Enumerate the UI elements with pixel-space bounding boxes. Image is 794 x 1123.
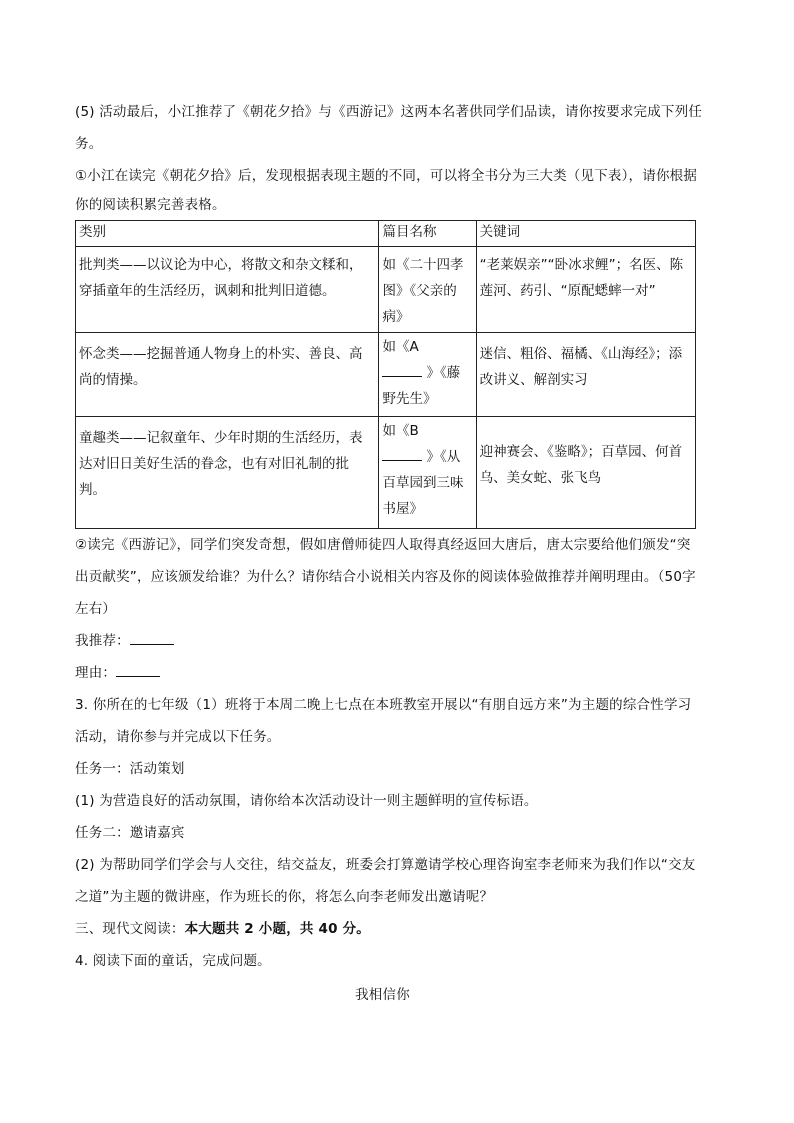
task1-heading: 任务一：活动策划 (75, 761, 185, 777)
row-keywords: “老莱娱亲”“卧冰求鲤”；名医、陈莲河、药引、“原配蟋蟀一对” (476, 247, 695, 333)
row-titles-text: 如《二十四孝图》《父亲的病》 (382, 257, 464, 325)
story-title: 我相信你 (355, 987, 410, 1003)
reason-blank[interactable] (116, 662, 160, 677)
q5-sub1-line1: ①小江在读完《朝花夕拾》后，发现根据表现主题的不同，可以将全书分为三大类（见下表），请你根据 (75, 168, 698, 184)
q5-2-line2: 出贡献奖”，应该颁发给谁？为什么？请你结合小说相关内容及你的阅读体验做推荐并阐明理由。（50字 (75, 569, 696, 585)
q5-2-line3: 左右） (75, 601, 117, 617)
row-titles-after: 》《藤野先生》 (382, 365, 461, 407)
row-category: 批判类——以议论为中心，将散文和杂文糅和，穿插童年的生活经历，讽刺和批判旧道德。 (76, 247, 379, 333)
row-titles-before: 如《B (382, 423, 419, 439)
table-header-row (76, 221, 696, 247)
exam-page (75, 96, 720, 1011)
table-row (76, 247, 696, 333)
answer-blank-a[interactable] (382, 362, 422, 377)
table-header-titles: 篇目名称 (379, 221, 476, 247)
row-titles (379, 417, 476, 529)
q5-intro-line2: 务。 (75, 136, 103, 152)
q4-line: 4. 阅读下面的童话，完成问题。 (75, 953, 271, 969)
task2-question-line1: (2) 为帮助同学们学会与人交往，结交益友，班委会打算邀请学校心理咨询室李老师来为我们作以“交友 (75, 857, 696, 873)
row-titles (379, 247, 476, 333)
task1-question: (1) 为营造良好的活动氛围，请你给本次活动设计一则主题鲜明的宣传标语。 (75, 793, 538, 809)
q3-line1: 3. 你所在的七年级（1）班将于本周二晚上七点在本班教室开展以“有朋自远方来”为主题的综合性学习 (75, 697, 692, 713)
section3-prefix: 三、现代文阅读： (75, 921, 185, 937)
recommend-line (75, 625, 720, 657)
section3-heading (75, 913, 720, 945)
task2-heading: 任务二：邀请嘉宾 (75, 825, 185, 841)
row-keywords: 迎神赛会、《鉴略》；百草园、何首乌、美女蛇、张飞鸟 (476, 417, 695, 529)
q5-intro-line1: (5) 活动最后，小江推荐了《朝花夕拾》与《西游记》这两本名著供同学们品读，请你按要求完成下列任 (75, 104, 703, 120)
table-row (76, 333, 696, 417)
row-category: 怀念类——挖掘普通人物身上的朴实、善良、高尚的情操。 (76, 333, 379, 417)
row-titles (379, 333, 476, 417)
reason-label: 理由： (75, 665, 117, 681)
table-header-category: 类别 (76, 221, 379, 247)
reason-line (75, 657, 720, 689)
q5-2-line1: ②读完《西游记》，同学们突发奇想，假如唐僧师徒四人取得真经返回大唐后，唐太宗要给他们颁发“突 (75, 537, 691, 553)
recommend-label: 我推荐： (75, 633, 130, 649)
row-category: 童趣类——记叙童年、少年时期的生活经历，表达对旧日美好生活的眷念，也有对旧礼制的批判。 (76, 417, 379, 529)
table-row (76, 417, 696, 529)
row-keywords: 迷信、粗俗、福橘、《山海经》；添改讲义、解剖实习 (476, 333, 695, 417)
category-table (75, 220, 696, 529)
q5-sub1-line2: 你的阅读积累完善表格。 (75, 197, 226, 213)
task2-question-line2: 之道”为主题的微讲座，作为班长的你，将怎么向李老师发出邀请呢？ (75, 889, 494, 905)
row-titles-after: 》《从百草园到三味书屋》 (382, 449, 464, 517)
q3-line2: 活动，请你参与并完成以下任务。 (75, 729, 281, 745)
row-titles-before: 如《A (382, 339, 419, 355)
recommend-blank[interactable] (130, 630, 174, 645)
answer-blank-b[interactable] (382, 446, 422, 461)
table-header-keywords: 关键词 (476, 221, 695, 247)
section3-bold: 本大题共 2 小题，共 40 分。 (184, 921, 370, 937)
